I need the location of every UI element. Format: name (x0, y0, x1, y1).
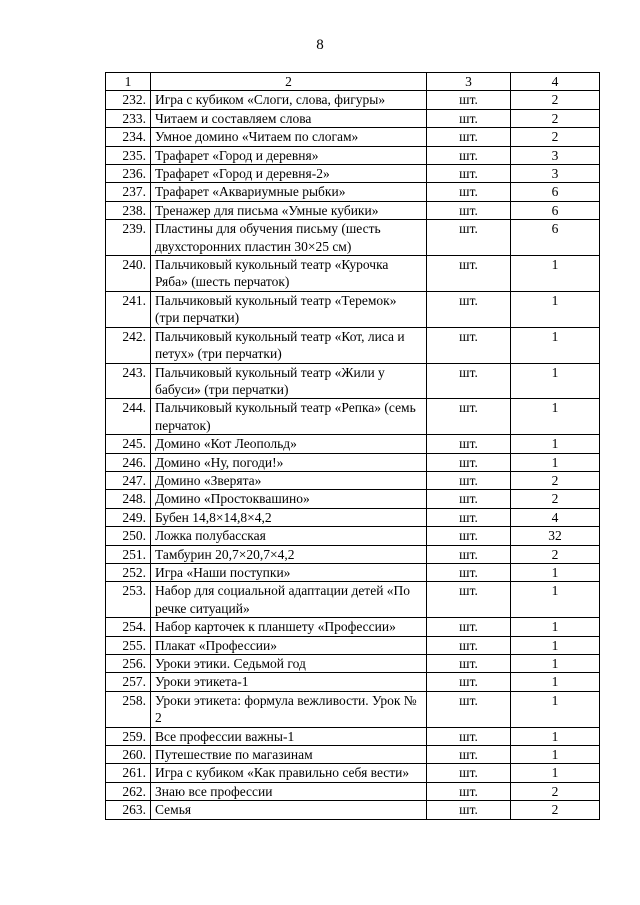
row-number-cell: 252. (106, 563, 151, 581)
row-number-cell: 244. (106, 399, 151, 435)
quantity-cell: 2 (511, 471, 600, 489)
table-row (106, 727, 600, 745)
unit-cell: шт. (427, 764, 511, 782)
table-row (106, 453, 600, 471)
quantity-cell: 1 (511, 291, 600, 327)
row-number-cell: 246. (106, 453, 151, 471)
item-name-cell: Игра с кубиком «Как правильно себя вести» (151, 764, 427, 782)
row-number-cell: 255. (106, 636, 151, 654)
unit-cell: шт. (427, 618, 511, 636)
table-row (106, 91, 600, 109)
table-row (106, 399, 600, 435)
table-row (106, 782, 600, 800)
item-name-cell: Уроки этики. Седьмой год (151, 655, 427, 673)
unit-cell: шт. (427, 527, 511, 545)
quantity-cell: 1 (511, 582, 600, 618)
unit-cell: шт. (427, 782, 511, 800)
item-name-cell: Пальчиковый кукольный театр «Кот, лиса и петух» (три перчатки) (151, 327, 427, 363)
item-name-cell: Читаем и составляем слова (151, 109, 427, 127)
table-row (106, 563, 600, 581)
table-row (106, 220, 600, 256)
row-number-cell: 253. (106, 582, 151, 618)
row-number-cell: 238. (106, 201, 151, 219)
unit-cell: шт. (427, 801, 511, 819)
item-name-cell: Уроки этикета-1 (151, 673, 427, 691)
table-row (106, 746, 600, 764)
table-row (106, 618, 600, 636)
row-number-cell: 240. (106, 256, 151, 292)
row-number-cell: 261. (106, 764, 151, 782)
unit-cell: шт. (427, 453, 511, 471)
quantity-cell: 2 (511, 545, 600, 563)
table-row (106, 490, 600, 508)
quantity-cell: 2 (511, 128, 600, 146)
item-name-cell: Тренажер для письма «Умные кубики» (151, 201, 427, 219)
item-name-cell: Плакат «Профессии» (151, 636, 427, 654)
row-number-cell: 241. (106, 291, 151, 327)
table-row (106, 291, 600, 327)
row-number-cell: 249. (106, 508, 151, 526)
table-row (106, 183, 600, 201)
row-number-cell: 257. (106, 673, 151, 691)
item-name-cell: Бубен 14,8×14,8×4,2 (151, 508, 427, 526)
unit-cell: шт. (427, 363, 511, 399)
table-row (106, 801, 600, 819)
unit-cell: шт. (427, 146, 511, 164)
table-row (106, 636, 600, 654)
quantity-cell: 2 (511, 801, 600, 819)
row-number-cell: 234. (106, 128, 151, 146)
quantity-cell: 1 (511, 673, 600, 691)
quantity-cell: 1 (511, 563, 600, 581)
table-row (106, 201, 600, 219)
quantity-cell: 1 (511, 256, 600, 292)
unit-cell: шт. (427, 582, 511, 618)
item-name-cell: Пальчиковый кукольный театр «Теремок» (три перчатки) (151, 291, 427, 327)
quantity-cell: 1 (511, 691, 600, 727)
quantity-cell: 1 (511, 327, 600, 363)
item-name-cell: Семья (151, 801, 427, 819)
table-row (106, 527, 600, 545)
table-row (106, 673, 600, 691)
row-number-cell: 260. (106, 746, 151, 764)
table-row (106, 435, 600, 453)
unit-cell: шт. (427, 327, 511, 363)
quantity-cell: 1 (511, 363, 600, 399)
item-name-cell: Знаю все профессии (151, 782, 427, 800)
table-row (106, 655, 600, 673)
quantity-cell: 1 (511, 746, 600, 764)
item-name-cell: Путешествие по магазинам (151, 746, 427, 764)
table-row (106, 691, 600, 727)
unit-cell: шт. (427, 691, 511, 727)
table-header-row (106, 73, 600, 91)
item-name-cell: Игра с кубиком «Слоги, слова, фигуры» (151, 91, 427, 109)
row-number-cell: 243. (106, 363, 151, 399)
table-row (106, 146, 600, 164)
unit-cell: шт. (427, 435, 511, 453)
item-name-cell: Пальчиковый кукольный театр «Репка» (семь перчаток) (151, 399, 427, 435)
row-number-cell: 262. (106, 782, 151, 800)
table-body (106, 73, 600, 820)
unit-cell: шт. (427, 655, 511, 673)
item-name-cell: Пальчиковый кукольный театр «Жили у бабуси» (три перчатки) (151, 363, 427, 399)
row-number-cell: 236. (106, 165, 151, 183)
item-name-cell: Набор для социальной адаптации детей «По речке ситуаций» (151, 582, 427, 618)
quantity-cell: 1 (511, 764, 600, 782)
page-number: 8 (316, 37, 324, 53)
unit-cell: шт. (427, 545, 511, 563)
row-number-cell: 239. (106, 220, 151, 256)
row-number-cell: 237. (106, 183, 151, 201)
row-number-cell: 232. (106, 91, 151, 109)
unit-cell: шт. (427, 508, 511, 526)
item-name-cell: Домино «Зверята» (151, 471, 427, 489)
unit-cell: шт. (427, 399, 511, 435)
unit-cell: шт. (427, 91, 511, 109)
unit-cell: шт. (427, 109, 511, 127)
item-name-cell: Игра «Наши поступки» (151, 563, 427, 581)
header-cell-number: 1 (106, 73, 151, 91)
row-number-cell: 235. (106, 146, 151, 164)
item-name-cell: Пластины для обучения письму (шесть двухсторонних пластин 30×25 см) (151, 220, 427, 256)
table-row (106, 764, 600, 782)
unit-cell: шт. (427, 673, 511, 691)
unit-cell: шт. (427, 183, 511, 201)
row-number-cell: 248. (106, 490, 151, 508)
item-name-cell: Ложка полубасская (151, 527, 427, 545)
quantity-cell: 1 (511, 636, 600, 654)
item-name-cell: Умное домино «Читаем по слогам» (151, 128, 427, 146)
row-number-cell: 245. (106, 435, 151, 453)
header-cell-name: 2 (151, 73, 427, 91)
unit-cell: шт. (427, 636, 511, 654)
unit-cell: шт. (427, 201, 511, 219)
unit-cell: шт. (427, 746, 511, 764)
item-name-cell: Трафарет «Город и деревня-2» (151, 165, 427, 183)
row-number-cell: 263. (106, 801, 151, 819)
header-cell-unit: 3 (427, 73, 511, 91)
table-row (106, 128, 600, 146)
table-row (106, 109, 600, 127)
unit-cell: шт. (427, 165, 511, 183)
item-name-cell: Набор карточек к планшету «Профессии» (151, 618, 427, 636)
quantity-cell: 1 (511, 618, 600, 636)
unit-cell: шт. (427, 256, 511, 292)
unit-cell: шт. (427, 220, 511, 256)
quantity-cell: 2 (511, 490, 600, 508)
quantity-cell: 2 (511, 782, 600, 800)
row-number-cell: 233. (106, 109, 151, 127)
quantity-cell: 6 (511, 201, 600, 219)
table-row (106, 165, 600, 183)
unit-cell: шт. (427, 291, 511, 327)
table-row (106, 256, 600, 292)
quantity-cell: 1 (511, 453, 600, 471)
quantity-cell: 1 (511, 435, 600, 453)
unit-cell: шт. (427, 727, 511, 745)
item-name-cell: Трафарет «Город и деревня» (151, 146, 427, 164)
table-row (106, 363, 600, 399)
table-row (106, 327, 600, 363)
item-name-cell: Пальчиковый кукольный театр «Курочка Ряба» (шесть перчаток) (151, 256, 427, 292)
unit-cell: шт. (427, 471, 511, 489)
item-name-cell: Домино «Кот Леопольд» (151, 435, 427, 453)
unit-cell: шт. (427, 563, 511, 581)
row-number-cell: 254. (106, 618, 151, 636)
item-name-cell: Все профессии важны-1 (151, 727, 427, 745)
quantity-cell: 4 (511, 508, 600, 526)
quantity-cell: 1 (511, 727, 600, 745)
table-row (106, 471, 600, 489)
row-number-cell: 247. (106, 471, 151, 489)
item-name-cell: Трафарет «Аквариумные рыбки» (151, 183, 427, 201)
row-number-cell: 259. (106, 727, 151, 745)
quantity-cell: 6 (511, 220, 600, 256)
table-row (106, 582, 600, 618)
row-number-cell: 250. (106, 527, 151, 545)
item-name-cell: Домино «Простоквашино» (151, 490, 427, 508)
row-number-cell: 258. (106, 691, 151, 727)
items-table (105, 72, 600, 820)
unit-cell: шт. (427, 128, 511, 146)
quantity-cell: 6 (511, 183, 600, 201)
quantity-cell: 2 (511, 109, 600, 127)
quantity-cell: 1 (511, 655, 600, 673)
item-name-cell: Домино «Ну, погоди!» (151, 453, 427, 471)
item-name-cell: Тамбурин 20,7×20,7×4,2 (151, 545, 427, 563)
table-row (106, 508, 600, 526)
quantity-cell: 3 (511, 165, 600, 183)
header-cell-quantity: 4 (511, 73, 600, 91)
row-number-cell: 256. (106, 655, 151, 673)
quantity-cell: 1 (511, 399, 600, 435)
quantity-cell: 2 (511, 91, 600, 109)
quantity-cell: 3 (511, 146, 600, 164)
item-name-cell: Уроки этикета: формула вежливости. Урок № 2 (151, 691, 427, 727)
row-number-cell: 242. (106, 327, 151, 363)
quantity-cell: 32 (511, 527, 600, 545)
table-row (106, 545, 600, 563)
unit-cell: шт. (427, 490, 511, 508)
row-number-cell: 251. (106, 545, 151, 563)
